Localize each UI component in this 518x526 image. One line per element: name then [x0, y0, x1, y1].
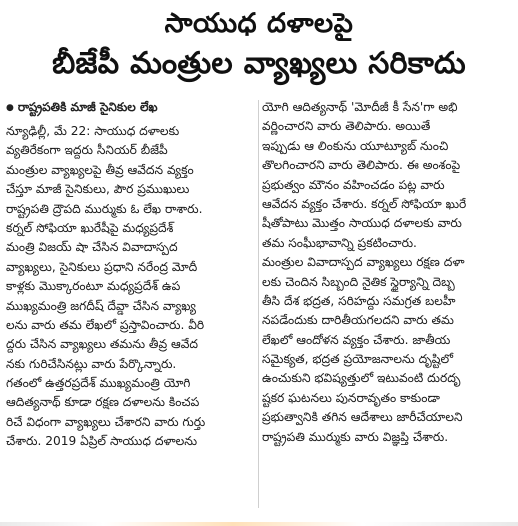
left-column: [6, 122, 258, 452]
headline-line-2: బీజేపీ మంత్రుల వ్యాఖ్యలు సరికాదు: [52, 46, 466, 81]
body-line: ఆవేదన వ్యక్తం చేశారు. కర్నల్ సోఫియా ఖురే: [262, 196, 467, 211]
body-line: లను వారు తమ లేఖలో ప్రస్తావించారు. వీరి: [6, 317, 205, 332]
bullet-icon: ●: [6, 103, 14, 113]
body-line: వర్ణించారని వారు తెలిపారు. అయితే: [262, 119, 431, 134]
body-line: సమైక్యత, భద్రత ప్రయోజనాలను దృష్టిలో: [262, 352, 454, 367]
body-line: వ్యతిరేకంగా ఇద్దరు సీనియర్ బీజేపీ: [6, 143, 168, 158]
body-line: ద్దరు చేసిన వ్యాఖ్యలు తమను తీవ్ర ఆవేద: [6, 337, 198, 352]
body-line: తొలగించారని వారు తెలిపారు. ఈ అంశంపై: [262, 158, 461, 173]
body-line: నకు గురిచేసినట్లు వారు పేర్కొన్నారు.: [6, 356, 177, 371]
right-column: [262, 98, 514, 447]
body-line: యోగి ఆదిత్యనాథ్ 'మోదీజీ కీ సేన'గా అభి: [262, 100, 458, 114]
body-line: రిచే విధంగా వ్యాఖ్యలు చేశారని వారు గుర్తు: [6, 414, 206, 429]
body-line: వ్యాఖ్యలు, సైనికులు ప్రధాని నరేంద్ర మోదీ: [6, 259, 198, 274]
headline-line-1: సాయుధ దళాలపై: [164, 8, 354, 39]
body-line: గతంలో ఉత్తరప్రదేశ్ ముఖ్యమంత్రి యోగి: [6, 376, 191, 391]
column-divider: [258, 100, 259, 508]
body-line: ఉంచుకుని భవిష్యత్తులో ఇటువంటి దురదృ: [262, 371, 461, 386]
body-line: న్యూఢిల్లీ, మే 22: సాయుధ దళాలకు: [6, 124, 180, 138]
body-line: చేస్తూ మాజీ సైనికులు, పౌర ప్రముఖులు: [6, 182, 190, 197]
body-line: ష్టకర ఘటనలు పునరావృతం కాకుండా: [262, 390, 440, 405]
body-line: ఆదిత్యనాథ్ కూడా రక్షణ దళాలను కించప: [6, 395, 200, 410]
body-line: రాష్ట్రపతి ముర్ముకు వారు విజ్ఞప్తి చేశారు.: [262, 429, 449, 444]
body-line: తమ సంఘీభావాన్ని ప్రకటించారు.: [262, 235, 417, 250]
bottom-edge-strip: [0, 522, 518, 526]
subheading: [6, 99, 158, 117]
body-line: చేశారు. 2019 ఏప్రిల్ సాయుధ దళాలను: [6, 434, 198, 449]
body-line: మంత్రుల వివాదాస్పద వ్యాఖ్యలు రక్షణ దళా: [262, 255, 465, 270]
body-line: ఇప్పుడు ఆ లింకును యూట్యూబ్ నుంచి: [262, 138, 449, 153]
body-line: కర్నల్ సోఫియా ఖురేషీపై మధ్యప్రదేశ్: [6, 220, 174, 235]
body-line: ముఖ్యమంత్రి జగదీష్ దేవ్డా చేసిన వ్యాఖ్య: [6, 298, 196, 313]
subheading-text: రాష్ట్రపతికి మాజీ సైనికుల లేఖ: [17, 99, 158, 114]
body-line: ప్రభుత్వం మౌనం వహించడం పట్ల వారు: [262, 177, 445, 192]
body-line: లేఖలో ఆందోళన వ్యక్తం చేశారు. జాతీయ: [262, 332, 451, 347]
body-line: రాష్ట్రపతి ద్రౌపది ముర్ముకు ఓ లేఖ రాశారు.: [6, 201, 203, 216]
body-line: మంత్రి విజయ్ షా చేసిన వివాదాస్పద: [6, 240, 178, 255]
body-line: తీసి దేశ భద్రత, సరిహద్దు సమగ్రత బలహీ: [262, 293, 456, 308]
body-line: మంత్రుల వ్యాఖ్యలపై తీవ్ర ఆవేదన వ్యక్తం: [6, 162, 194, 177]
body-line: నపడేందుకు దారితీయగలదని వారు తమ: [262, 313, 454, 328]
body-line: కాళ్లకు మొక్కారంటూ మధ్యప్రదేశ్ ఉప: [6, 279, 181, 294]
body-line: ప్రభుత్వానికి తగిన ఆదేశాలు జారీచేయాలని: [262, 410, 463, 425]
body-line: షీతోపాటు మొత్తం సాయుధ దళాలకు వారు: [262, 216, 462, 231]
body-line: లకు చెందిన సిబ్బంది నైతిక స్థైర్యాన్ని దెబ్బ: [262, 274, 455, 289]
